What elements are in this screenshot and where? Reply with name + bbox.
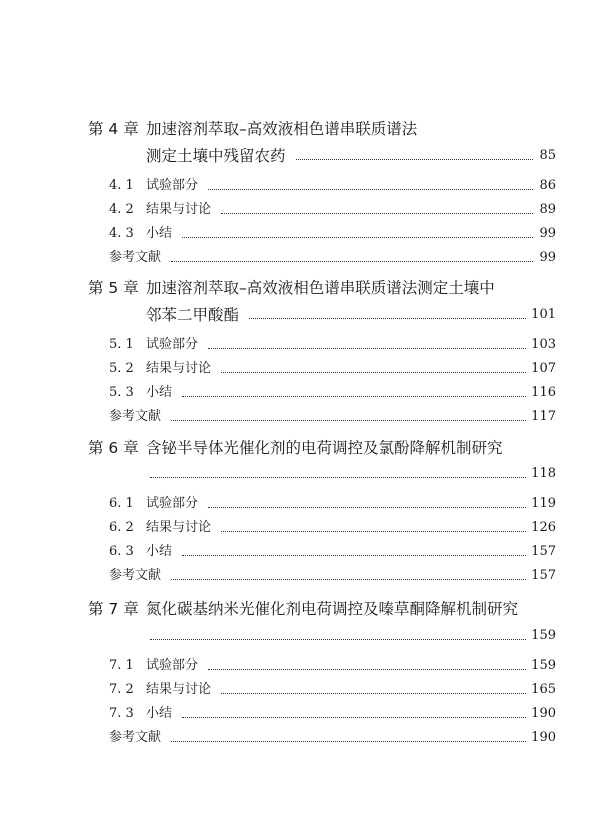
chapter-title: 含铋半导体光催化剂的电荷调控及氯酚降解机制研究 <box>146 439 503 457</box>
section-title: 小结 <box>146 385 173 400</box>
leader-dots <box>150 639 526 640</box>
leader-dots <box>221 693 526 694</box>
page-number: 99 <box>539 226 556 241</box>
references-title: 参考文献 <box>109 568 162 583</box>
page-number: 118 <box>531 466 556 481</box>
leader-dots <box>182 717 526 718</box>
leader-dots <box>150 477 526 478</box>
page-number: 99 <box>539 250 556 265</box>
toc-entry <box>0 144 611 168</box>
section-number: 7. 1 <box>109 658 134 673</box>
leader-dots <box>221 531 526 532</box>
leader-dots <box>208 189 533 190</box>
toc-entry <box>0 198 611 222</box>
section-title: 小结 <box>146 544 173 559</box>
section-number: 4. 1 <box>109 178 134 193</box>
page-number: 101 <box>531 307 556 322</box>
page-number: 107 <box>531 361 556 376</box>
toc-entry <box>0 381 611 405</box>
leader-dots <box>208 348 526 349</box>
chapter-title: 氮化碳基纳米光催化剂电荷调控及嗪草酮降解机制研究 <box>146 600 519 618</box>
toc-entry <box>0 726 611 750</box>
toc-entry <box>0 174 611 198</box>
leader-dots <box>171 579 526 580</box>
page-number: 89 <box>539 202 556 217</box>
section-title: 结果与讨论 <box>146 202 212 217</box>
page-number: 126 <box>531 520 556 535</box>
leader-dots <box>208 507 526 508</box>
section-number: 6. 1 <box>109 496 134 511</box>
toc-entry <box>0 276 611 300</box>
toc-entry <box>0 564 611 588</box>
chapter-number: 第 5 章 <box>88 279 139 297</box>
toc-entry <box>0 492 611 516</box>
section-number: 6. 3 <box>109 544 134 559</box>
page-number: 103 <box>531 337 556 352</box>
section-title: 结果与讨论 <box>146 520 212 535</box>
toc-entry <box>0 117 611 141</box>
toc-entry <box>0 516 611 540</box>
toc-entry <box>0 624 611 648</box>
toc-entry <box>0 333 611 357</box>
page-number: 157 <box>531 544 556 559</box>
section-number: 4. 3 <box>109 226 134 241</box>
toc-entry <box>0 405 611 429</box>
chapter-title-continued: 邻苯二甲酸酯 <box>146 306 240 324</box>
section-title: 小结 <box>146 226 173 241</box>
page-number: 86 <box>539 178 556 193</box>
section-number: 7. 2 <box>109 682 134 697</box>
leader-dots <box>182 555 526 556</box>
leader-dots <box>221 213 533 214</box>
references-title: 参考文献 <box>109 250 162 265</box>
chapter-title-continued: 测定土壤中残留农药 <box>146 147 286 165</box>
references-title: 参考文献 <box>109 409 162 424</box>
leader-dots <box>171 420 526 421</box>
leader-dots <box>171 741 526 742</box>
section-title: 试验部分 <box>146 337 199 352</box>
page-number: 157 <box>531 568 556 583</box>
toc-entry <box>0 540 611 564</box>
page-number: 85 <box>539 148 556 163</box>
page-number: 165 <box>531 682 556 697</box>
toc-entry <box>0 702 611 726</box>
leader-dots <box>249 318 526 319</box>
page-number: 159 <box>531 658 556 673</box>
toc-entry <box>0 654 611 678</box>
leader-dots <box>182 396 526 397</box>
section-title: 小结 <box>146 706 173 721</box>
chapter-number: 第 4 章 <box>88 120 139 138</box>
page-number: 117 <box>531 409 556 424</box>
section-number: 6. 2 <box>109 520 134 535</box>
toc-entry <box>0 357 611 381</box>
references-title: 参考文献 <box>109 730 162 745</box>
section-title: 结果与讨论 <box>146 361 212 376</box>
leader-dots <box>182 237 533 238</box>
toc-entry <box>0 462 611 486</box>
toc-entry <box>0 222 611 246</box>
leader-dots <box>221 372 526 373</box>
section-number: 5. 1 <box>109 337 134 352</box>
section-title: 试验部分 <box>146 178 199 193</box>
toc-entry <box>0 246 611 270</box>
chapter-title: 加速溶剂萃取–高效液相色谱串联质谱法 <box>146 120 418 138</box>
toc-entry <box>0 436 611 460</box>
leader-dots <box>296 159 533 160</box>
section-number: 5. 2 <box>109 361 134 376</box>
leader-dots <box>208 669 526 670</box>
page-number: 119 <box>531 496 556 511</box>
toc-entry <box>0 678 611 702</box>
section-number: 7. 3 <box>109 706 134 721</box>
chapter-title: 加速溶剂萃取–高效液相色谱串联质谱法测定土壤中 <box>146 279 495 297</box>
chapter-number: 第 7 章 <box>88 600 139 618</box>
section-title: 试验部分 <box>146 496 199 511</box>
leader-dots <box>171 261 533 262</box>
page-number: 159 <box>531 628 556 643</box>
toc-entry <box>0 303 611 327</box>
section-number: 4. 2 <box>109 202 134 217</box>
page-number: 190 <box>531 706 556 721</box>
chapter-number: 第 6 章 <box>88 439 139 457</box>
section-title: 试验部分 <box>146 658 199 673</box>
toc-entry <box>0 597 611 621</box>
page-number: 116 <box>531 385 556 400</box>
section-number: 5. 3 <box>109 385 134 400</box>
section-title: 结果与讨论 <box>146 682 212 697</box>
page-number: 190 <box>531 730 556 745</box>
